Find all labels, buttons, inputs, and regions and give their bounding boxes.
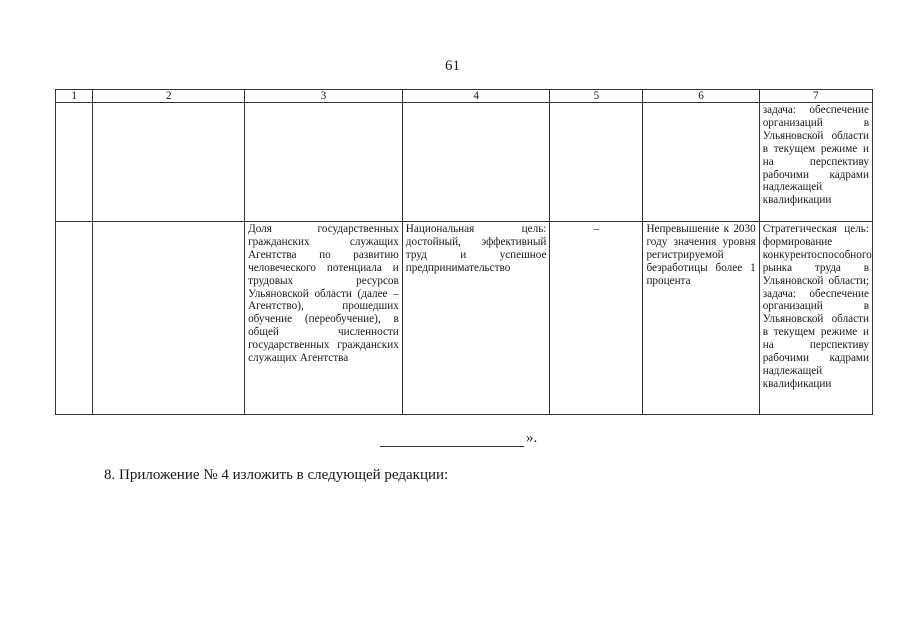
- table-cell: [56, 222, 93, 415]
- table-cell: [245, 103, 403, 222]
- table-cell-national-goal: Национальная цель: достойный, эффективный труд и успешное предпринимательство: [402, 222, 550, 415]
- table-row: [56, 222, 873, 415]
- header-col-5: 5: [550, 90, 643, 103]
- header-col-6: 6: [643, 90, 759, 103]
- table-cell: [56, 103, 93, 222]
- table-cell-target: Непревышение к 2030 году значения уровня регистрируемой безработицы более 1 процента: [643, 222, 759, 415]
- signature-line: [380, 434, 524, 447]
- page-number: 61: [445, 58, 460, 74]
- table-cell: [93, 222, 245, 415]
- table-row: [56, 103, 873, 222]
- table-cell: [550, 103, 643, 222]
- table-cell-goal: Стратегическая цель: формирование конкурентоспособного рынка труда в Ульяновской области; задача: обеспечение организаций в Ульяновской области в текущем режиме и на перспективу рабочими кадрами надлежащей квалификации: [759, 222, 872, 415]
- header-col-1: 1: [56, 90, 93, 103]
- header-col-4: 4: [402, 90, 550, 103]
- document-table: [55, 89, 873, 415]
- header-col-7: 7: [759, 90, 872, 103]
- header-col-3: 3: [245, 90, 403, 103]
- instruction-paragraph: 8. Приложение № 4 изложить в следующей редакции:: [104, 467, 449, 483]
- table-cell-goal: задача: обеспечение организаций в Ульяновской области в текущем режиме и на перспективу рабочими кадрами надлежащей квалификации: [759, 103, 872, 222]
- closing-quote: [380, 430, 537, 447]
- table-cell: [93, 103, 245, 222]
- table-cell-dash: –: [550, 222, 643, 415]
- closing-mark: ».: [526, 430, 538, 446]
- table-cell: [643, 103, 759, 222]
- table-cell: [402, 103, 550, 222]
- header-col-2: 2: [93, 90, 245, 103]
- table-header-row: [56, 90, 873, 103]
- table-cell-indicator: Доля государственных гражданских служащих Агентства по развитию человеческого потенциала и трудовых ресурсов Ульяновской области (далее – Агентство), прошедших обучение (переобучение), в общей численности государственных гражданских служащих Агентства: [245, 222, 403, 415]
